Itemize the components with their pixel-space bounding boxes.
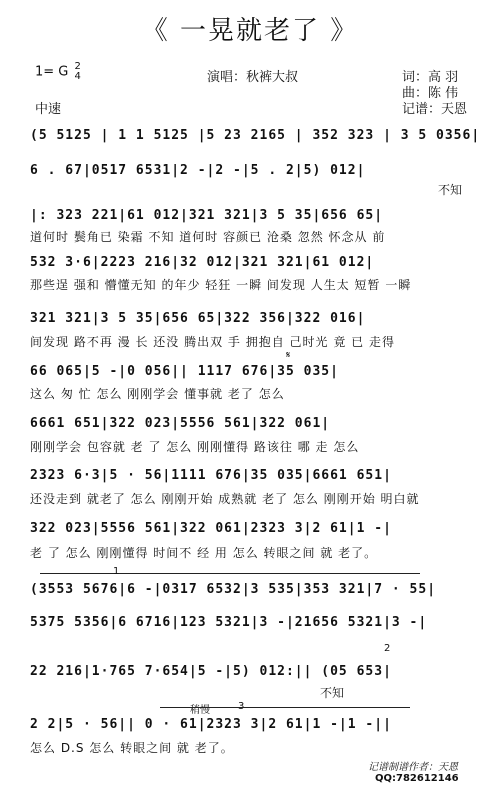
score-line-4-notes: 532 3·6|2223 216|32 012|321 321|61 012| (30, 255, 375, 270)
score-line-5-lyrics: 间发现 路不再 漫 长 还没 腾出双 手 拥抱自 己时光 竟 已 走得 (30, 335, 395, 349)
score-line-8-notes: 2323 6·3|5 · 56|1111 676|35 035|6661 651| (30, 468, 392, 483)
score-line-10-notes: (3553 5676|6 -|0317 6532|3 535|353 321|7 · 55| (30, 582, 437, 597)
composer-credit: 曲：陈 伟 (402, 86, 459, 101)
score-line-13-notes: 2 2|5 · 56|| 0 · 61|2323 3|2 61|1 -|1 -|| (30, 717, 392, 732)
tempo-marking: 中速 (35, 102, 62, 117)
score-line-2-pickup-lyric: 不知 (438, 183, 463, 197)
contact-qq: QQ:782612146 (375, 773, 459, 784)
volta-3-mark: 3 (238, 701, 245, 712)
score-line-8-lyrics: 还没走到 就老了 怎么 刚刚开始 成熟就 老了 怎么 刚刚开始 明白就 (30, 492, 420, 506)
score-line-7-notes: 6661 651|322 023|5556 561|322 061| (30, 416, 331, 431)
score-line-13-lyrics: 怎么 D.S 怎么 转眼之间 就 老了。 (30, 741, 234, 755)
lyricist-credit: 词：高 羽 (402, 70, 459, 85)
time-top: 2 (74, 61, 81, 72)
score-line-6-lyrics: 这么 匆 忙 怎么 刚刚学会 懂事就 老了 怎么 (30, 387, 285, 401)
score-line-9-notes: 322 023|5556 561|322 061|2323 3|2 61|1 -| (30, 521, 392, 536)
score-line-9-lyrics: 老 了 怎么 刚刚懂得 时间不 经 用 怎么 转眼之间 就 老了。 (30, 546, 378, 560)
recorder-credit: 记谱：天恩 (402, 102, 468, 117)
score-line-7-lyrics: 刚刚学会 包容就 老 了 怎么 刚刚懂得 路该往 哪 走 怎么 (30, 440, 360, 454)
score-line-4-lyrics: 那些逞 强和 懵懂无知 的年少 轻狂 一瞬 间发现 人生太 短暂 一瞬 (30, 278, 412, 292)
volta-1-mark: 1 (113, 566, 120, 577)
volta-2-mark: 2 (384, 643, 391, 654)
score-line-2-notes: 6 . 67|0517 6531|2 -|2 -|5 . 2|5) 012| (30, 163, 366, 178)
score-line-1-notes: (5 5125 | 1 1 5125 |5 23 2165 | 352 323 | 3 5 0356| (30, 128, 481, 143)
score-line-5-notes: 321 321|3 5 35|656 65|322 356|322 016| (30, 311, 366, 326)
score-line-6-notes: 66 065|5 -|0 056|| 1117 676|35 035| (30, 364, 339, 379)
score-line-12-notes: 22 216|1·765 7·654|5 -|5) 012:|| (05 653| (30, 664, 392, 679)
score-line-11-notes: 5375 5356|6 6716|123 5321|3 -|21656 5321|3 -| (30, 615, 428, 630)
slower-marking: 稍慢 (190, 705, 210, 716)
ending-bracket (160, 707, 410, 708)
transcriber-credit: 记谱制谱作者：天恩 (368, 762, 458, 773)
singer-credit: 演唱：秋裤大叔 (207, 70, 299, 85)
key-label: 1= G (35, 64, 69, 80)
interlude-bracket (40, 573, 420, 574)
segno-mark: 𝄋 (286, 350, 291, 361)
score-line-3-notes: |: 323 221|61 012|321 321|3 5 35|656 65| (30, 208, 384, 223)
time-bottom: 4 (74, 71, 81, 82)
key-signature (35, 62, 81, 82)
score-line-3-lyrics: 道何时 鬓角已 染霜 不知 道何时 容颜已 沧桑 忽然 怀念从 前 (30, 230, 386, 244)
score-line-12-pickup-lyric: 不知 (320, 686, 345, 700)
song-title: 《 一晃就老了 》 (141, 16, 359, 46)
time-signature (75, 62, 81, 82)
